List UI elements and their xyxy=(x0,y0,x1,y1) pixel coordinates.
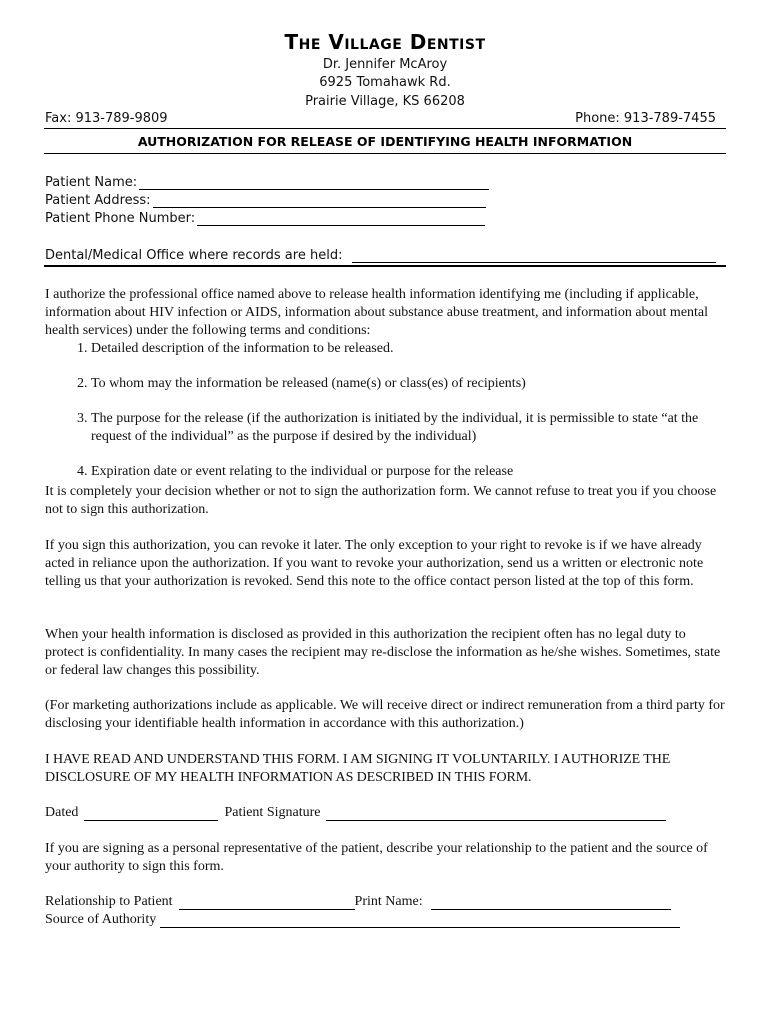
patient-phone-label: Patient Phone Number: xyxy=(45,211,196,226)
disclosure-paragraph xyxy=(45,626,725,680)
patient-address-input[interactable] xyxy=(153,194,486,208)
terms-list xyxy=(45,340,725,481)
patient-name-field xyxy=(45,175,489,190)
fax-number: Fax: 913-789-9809 xyxy=(45,111,168,126)
representative-paragraph xyxy=(45,840,725,876)
intro-paragraph: I authorize the professional office named above to release health information identifying me (including if applicable, information about HIV infection or AIDS, information about substance abuse treatment, and information about mental health services) under the following terms and conditions: xyxy=(45,287,709,338)
relationship-row xyxy=(45,894,677,910)
patient-signature-input[interactable] xyxy=(326,806,666,821)
patient-signature-label: Patient Signature xyxy=(224,805,321,820)
term-item: 3. The purpose for the release (if the authorization is initiated by the individual, it is permissible to state “at the request of the individual” as the purpose if desired by the individual) xyxy=(91,410,725,446)
relationship-label: Relationship to Patient xyxy=(45,894,173,909)
decision-text: It is completely your decision whether or not to sign the authorization form. We cannot refuse to treat you if you choose not to sign this authorization. xyxy=(45,484,717,517)
patient-phone-input[interactable] xyxy=(197,212,485,226)
term-item: 2. To whom may the information be released (name(s) or class(es) of recipients) xyxy=(91,375,725,393)
print-name-input[interactable] xyxy=(431,895,671,910)
marketing-text: (For marketing authorizations include as applicable. We will receive direct or indirect remuneration from a third party for disclosing your identifiable health information in accordance with this authorization.) xyxy=(45,698,725,731)
patient-name-label: Patient Name: xyxy=(45,175,138,190)
marketing-paragraph xyxy=(45,697,725,733)
fields-divider xyxy=(44,265,726,267)
records-office-label: Dental/Medical Office where records are held: xyxy=(45,248,343,263)
city-address: Prairie Village, KS 66208 xyxy=(305,94,465,109)
phone-number: Phone: 913-789-7455 xyxy=(575,111,716,126)
patient-phone-field xyxy=(45,211,485,226)
acknowledgement-paragraph xyxy=(45,751,725,787)
patient-name-input[interactable] xyxy=(139,176,489,190)
records-office-input[interactable] xyxy=(352,249,716,263)
disclosure-text: When your health information is disclosed as provided in this authorization the recipient often has no legal duty to protect is confidentiality. In many cases the recipient may re-disclose the information as he/she wishes. Sometimes, state or federal law changes this possibility. xyxy=(45,627,721,678)
representative-text: If you are signing as a personal representative of the patient, describe your relationship to the patient and the source of your authority to sign this form. xyxy=(45,841,708,874)
header-divider xyxy=(44,128,726,129)
street-address: 6925 Tomahawk Rd. xyxy=(319,75,451,90)
decision-paragraph xyxy=(45,483,725,519)
authority-row xyxy=(45,912,686,928)
authority-label: Source of Authority xyxy=(45,912,157,927)
form-title: AUTHORIZATION FOR RELEASE OF IDENTIFYING HEALTH INFORMATION xyxy=(137,134,633,149)
authorization-intro xyxy=(45,286,725,340)
relationship-input[interactable] xyxy=(179,895,355,910)
revoke-text: If you sign this authorization, you can revoke it later. The only exception to your right to revoke is if we have already acted in reliance upon the authorization. If you want to revoke your authorization, send us a written or electronic note telling us that your authorization is revoked. Send this note to the office contact person listed at the top of this form. xyxy=(45,538,704,589)
revoke-paragraph xyxy=(45,537,725,591)
signature-row xyxy=(45,805,672,821)
title-divider xyxy=(44,153,726,154)
doctor-name: Dr. Jennifer McAroy xyxy=(322,57,448,72)
term-item: 4. Expiration date or event relating to the individual or purpose for the release xyxy=(91,463,725,481)
print-name-label: Print Name: xyxy=(354,894,423,909)
dated-input[interactable] xyxy=(84,806,218,821)
acknowledgement-text: I HAVE READ AND UNDERSTAND THIS FORM. I AM SIGNING IT VOLUNTARILY. I AUTHORIZE THE DISCLOSURE OF MY HEALTH INFORMATION AS DESCRIBED IN THIS FORM. xyxy=(45,752,671,785)
records-office-field xyxy=(45,248,716,263)
patient-address-field xyxy=(45,193,486,208)
practice-name: The Village Dentist xyxy=(284,30,486,54)
patient-address-label: Patient Address: xyxy=(45,193,151,208)
term-item: 1. Detailed description of the information to be released. xyxy=(91,340,725,358)
authority-input[interactable] xyxy=(160,913,680,928)
dated-label: Dated xyxy=(45,805,79,820)
